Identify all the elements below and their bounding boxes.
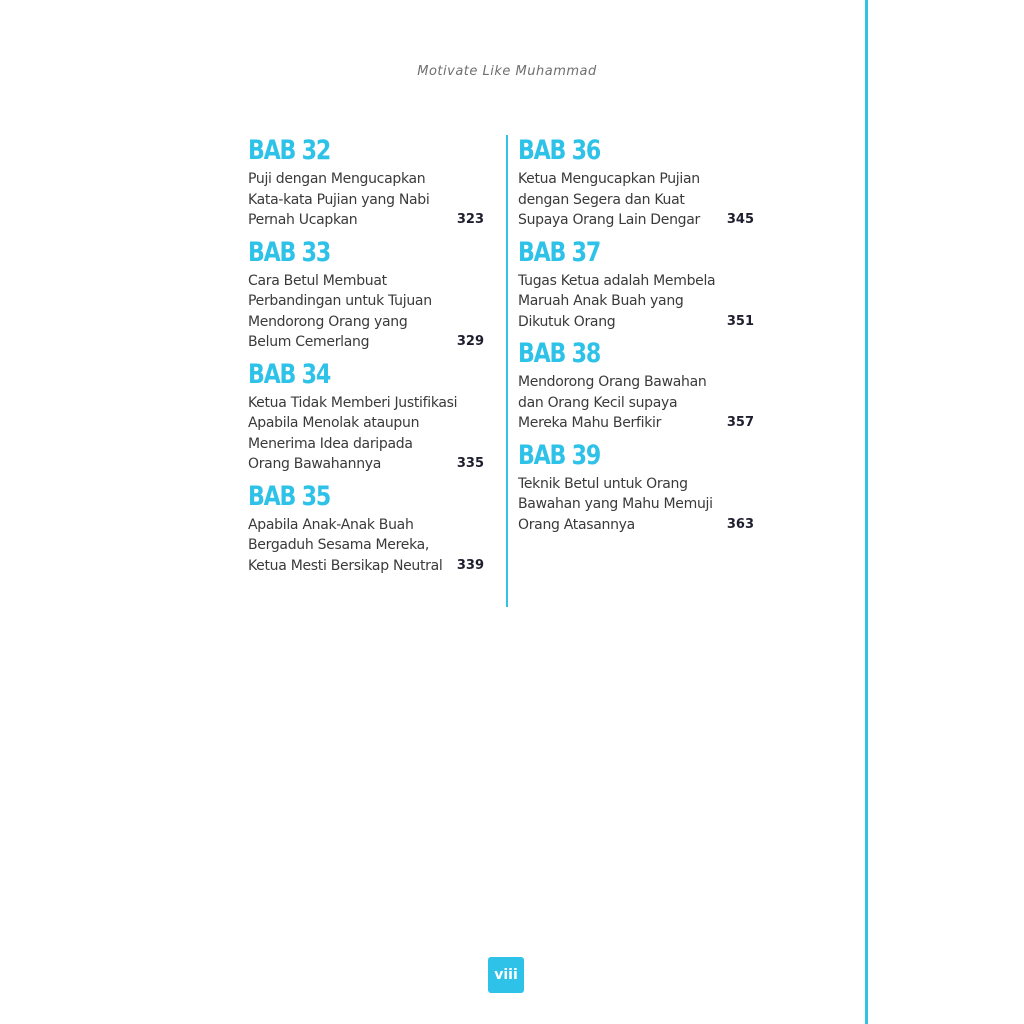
title-line: Bawahan yang Mahu Memuji: [518, 496, 713, 512]
title-line: Mendorong Orang yang: [248, 313, 408, 330]
chapter-heading: BAB 39: [518, 439, 601, 471]
entry-title: [518, 169, 754, 231]
toc-left-column: [248, 135, 484, 582]
chapter-heading: BAB 38: [518, 338, 601, 369]
title-line: Dikutuk Orang: [518, 313, 616, 330]
title-line: Puji dengan Mengucapkan: [248, 171, 426, 187]
title-line: Cara Betul Membuat: [248, 272, 387, 289]
entry-title: [248, 393, 484, 475]
toc-entry[interactable]: [248, 359, 484, 475]
entry-title: [248, 169, 484, 231]
entry-title: [518, 271, 754, 333]
entry-title: [248, 515, 484, 577]
page-number: 329: [456, 334, 484, 349]
folio-page-number: viii: [488, 957, 524, 993]
title-line: Teknik Betul untuk Orang: [518, 475, 688, 492]
chapter-heading: BAB 34: [248, 358, 331, 390]
toc-entry[interactable]: [518, 237, 754, 333]
toc-entry[interactable]: [248, 135, 484, 231]
title-line: Mereka Mahu Berfikir: [518, 415, 662, 431]
title-line: Ketua Tidak Memberi Justifikasi: [248, 394, 458, 411]
page-edge-line: [865, 0, 868, 1024]
running-header: Motivate Like Muhammad: [417, 64, 597, 79]
entry-title: [518, 372, 754, 434]
toc-right-column: [518, 135, 754, 541]
toc-entry[interactable]: [518, 135, 754, 231]
title-line: Orang Bawahannya: [248, 456, 382, 472]
page-number: 339: [456, 557, 484, 573]
chapter-heading: BAB 32: [248, 135, 331, 166]
page-number: 357: [726, 415, 754, 430]
toc-entry[interactable]: [518, 338, 754, 434]
chapter-heading: BAB 36: [518, 135, 601, 166]
title-line: Apabila Anak-Anak Buah: [248, 516, 414, 533]
title-line: Ketua Mengucapkan Pujian: [518, 171, 700, 187]
toc-entry[interactable]: [248, 237, 484, 353]
title-line: Ketua Mesti Bersikap Neutral: [248, 557, 443, 574]
toc-entry[interactable]: [518, 440, 754, 536]
chapter-heading: BAB 35: [248, 480, 331, 512]
page-number: 323: [456, 212, 484, 227]
chapter-heading: BAB 37: [518, 236, 601, 268]
toc-entry[interactable]: [248, 481, 484, 577]
page-number: 335: [456, 456, 484, 471]
title-line: Apabila Menolak ataupun: [248, 415, 420, 431]
title-line: Belum Cemerlang: [248, 334, 370, 350]
title-line: Menerima Idea daripada: [248, 435, 413, 452]
entry-title: [248, 271, 484, 353]
title-line: dan Orang Kecil supaya: [518, 394, 678, 411]
page-number: 345: [726, 212, 754, 227]
title-line: Supaya Orang Lain Dengar: [518, 212, 700, 228]
entry-title: [518, 474, 754, 536]
page-number: 351: [726, 313, 754, 329]
chapter-heading: BAB 33: [248, 236, 331, 268]
column-divider: [506, 135, 508, 607]
title-line: Kata-kata Pujian yang Nabi: [248, 191, 430, 208]
title-line: Tugas Ketua adalah Membela: [518, 272, 716, 289]
title-line: Perbandingan untuk Tujuan: [248, 293, 432, 309]
page-number: 363: [726, 516, 754, 532]
title-line: dengan Segera dan Kuat: [518, 191, 685, 208]
title-line: Orang Atasannya: [518, 516, 635, 533]
title-line: Bergaduh Sesama Mereka,: [248, 537, 430, 553]
title-line: Pernah Ucapkan: [248, 212, 358, 228]
title-line: Mendorong Orang Bawahan: [518, 374, 707, 390]
title-line: Maruah Anak Buah yang: [518, 293, 684, 309]
